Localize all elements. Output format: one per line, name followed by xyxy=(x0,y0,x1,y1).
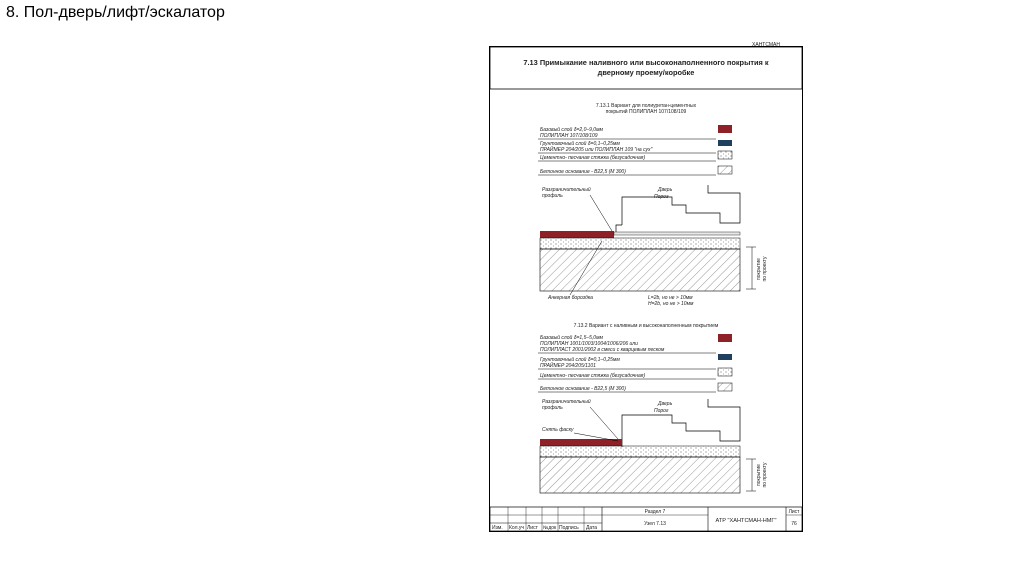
base-layer-swatch xyxy=(718,334,732,342)
sheet-header-line1: 7.13 Примыкание наливного или высоконаполненного покрытия к xyxy=(523,58,769,67)
legend-item: Бетонное основание - В22,5 (М 300) xyxy=(540,386,626,392)
sheet-header-line2: дверному проему/коробке xyxy=(597,68,695,77)
variant1-title-line2: покрытий ПОЛИПЛАН 107/108/109 xyxy=(605,109,687,115)
titleblock-col: №док xyxy=(543,525,557,531)
concrete-swatch xyxy=(718,383,732,391)
titleblock-sheet-number: 76 xyxy=(791,521,797,527)
titleblock-col: Изм. xyxy=(492,525,503,531)
drawing-canvas xyxy=(490,42,802,531)
variant1-threshold-label: Порог xyxy=(654,194,669,200)
variant1-legend xyxy=(538,125,732,175)
titleblock-section: Раздел 7 xyxy=(644,509,666,515)
variant2-threshold-label: Порог xyxy=(654,408,669,414)
concrete-swatch xyxy=(718,166,732,174)
legend-item: ПОЛИПЛАН 107/108/109 xyxy=(540,133,598,139)
variant2-profile-label2: профиль xyxy=(542,405,563,411)
screed-swatch xyxy=(718,368,732,376)
legend-item: Базовый слой δ=2,0–9,0мм xyxy=(540,127,603,133)
legend-item: Цементно- песчаная стяжка (безусадочная) xyxy=(540,373,646,379)
primer-swatch xyxy=(718,354,732,360)
variant2-side-label1: покрытие xyxy=(756,464,762,486)
legend-item: Базовый слой δ=1,5–5,0мм xyxy=(540,335,603,341)
legend-item: Грунтовочный слой δ=0,1–0,25мм xyxy=(540,357,620,363)
variant1-title-line1: 7.13.1 Вариант для полиуретан-цементных xyxy=(595,103,697,109)
variant2-side-label2: по проекту xyxy=(762,462,768,488)
variant1-anchor-label: Анкерная бороздка xyxy=(548,295,593,301)
variant1-profile-label1: Разграничительный xyxy=(542,187,591,193)
slide-title: 8. Пол-дверь/лифт/эскалатор xyxy=(6,4,225,21)
base-layer-swatch xyxy=(718,125,732,133)
primer-swatch xyxy=(718,140,732,146)
drawing-sheet xyxy=(489,42,803,532)
titleblock-company: АТР "ХАНТСМАН-НМГ" xyxy=(715,518,777,524)
variant2-chamfer-label: Снять фаску xyxy=(542,427,574,433)
variant2-profile-label1: Разграничительный xyxy=(542,399,591,405)
variant1-formula1: L=2b, но не > 10мм xyxy=(648,295,693,301)
variant2-legend xyxy=(538,334,732,392)
screed-swatch xyxy=(718,151,732,159)
variant1-side-label2: по проекту xyxy=(762,256,768,282)
legend-item: ПОЛИПЛАСТ 2001/2002 в смеси с кварцевым песком xyxy=(540,347,665,353)
titleblock-col: Лист xyxy=(527,525,538,531)
variant1-section-drawing xyxy=(540,185,768,307)
variant1-profile-label2: профиль xyxy=(542,193,563,199)
sheet-code: ХАНТСМАН xyxy=(751,42,780,48)
legend-item: Бетонное основание - В22,5 (М 300) xyxy=(540,169,626,175)
titleblock-col: Кол.уч xyxy=(509,525,524,531)
variant2-door-label: Дверь xyxy=(658,401,673,407)
titleblock-col: Подпись xyxy=(559,525,579,531)
titleblock-col: Дата xyxy=(586,525,598,531)
legend-item: Грунтовочный слой δ=0,1–0,25мм xyxy=(540,141,620,147)
legend-item: ПРАЙМЕР 204/205/1101 xyxy=(540,363,596,369)
legend-item: ПОЛИПЛАН 1001/1003/1004/1006/206 или xyxy=(540,341,638,347)
titleblock-sheet-label: Лист xyxy=(788,509,800,515)
variant1-door-label: Дверь xyxy=(658,187,673,193)
variant2-section-drawing xyxy=(540,398,768,493)
legend-item: Цементно- песчаная стяжка (безусадочная) xyxy=(540,155,646,161)
variant1-formula2: H=2b, но не > 10мм xyxy=(648,301,694,307)
legend-item: ПРАЙМЕР 204/205 или ПОЛИПЛАН 109 "на сух" xyxy=(540,147,653,153)
titleblock-node: Узел 7.13 xyxy=(644,521,666,527)
variant2-title: 7.13.2 Вариант с наливным и высоконаполненным покрытием xyxy=(573,323,719,329)
variant1-side-label1: покрытие xyxy=(756,258,762,280)
title-block xyxy=(490,507,802,531)
